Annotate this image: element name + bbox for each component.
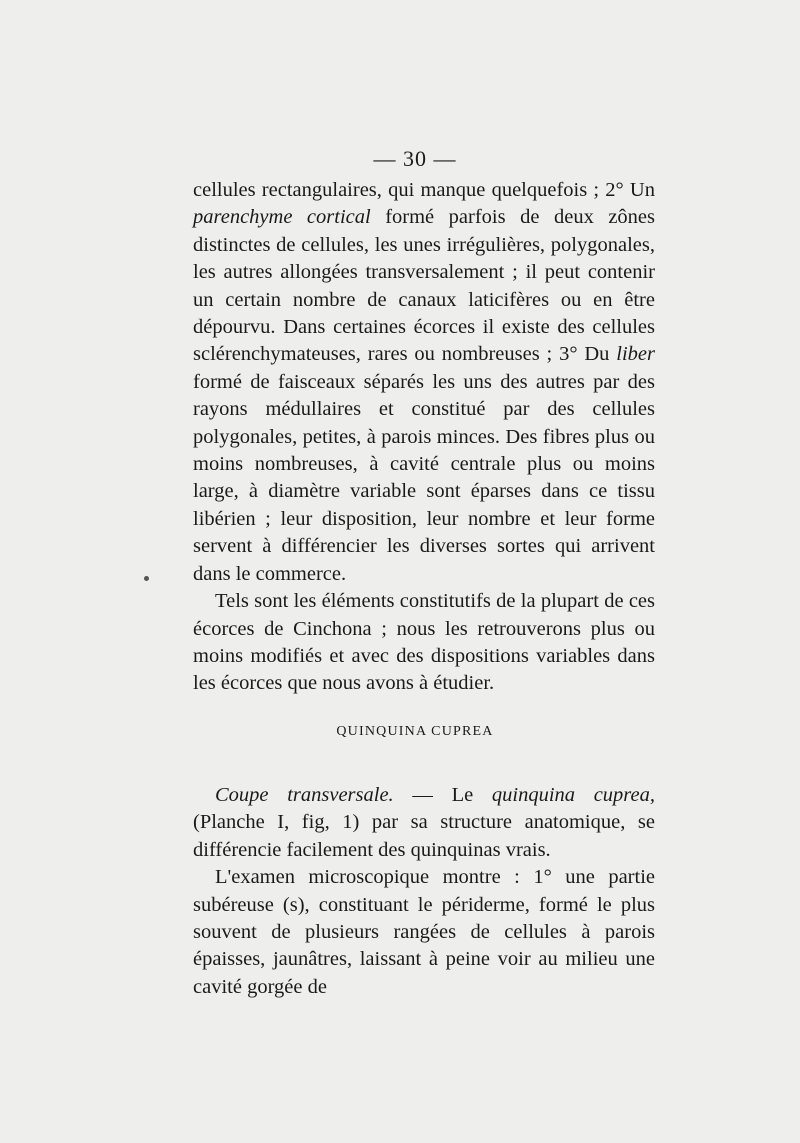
- text-run: — Le: [393, 784, 492, 806]
- italic-term: quinquina cuprea,: [491, 784, 655, 806]
- paragraph-continued: [193, 177, 655, 588]
- page-number: — 30 —: [373, 146, 457, 171]
- paragraph: L'examen microscopique montre : 1° une partie subéreuse (s), constituant le périderme, formé le plus souvent de plusieurs rangées de cellules à parois épaisses, jaunâtres, laissant à peine voir au milieu une cavité gorgée de: [193, 866, 655, 998]
- paragraph: Tels sont les éléments constitutifs de la plupart de ces écorces de Cinchona ; nous les retrouverons plus ou moins modifiés et avec des dispositions variables dans les écorces que nous avons à étudier.: [193, 590, 655, 695]
- text-run: formé parfois de deux zônes distinctes de cellules, les unes irrégulières, polygonales, les autres allongées transversalement ; il peut contenir un certain nombre de canaux laticifères ou en être dépourvu. Dans certaines écorces il existe des cellules sclérenchymateuses, rares ou nombreuses ; 3° Du: [193, 206, 656, 366]
- text-run: cellules rectangulaires, qui manque quelquefois ; 2° Un: [193, 179, 655, 201]
- text-block-top: [193, 177, 655, 698]
- italic-term: Coupe transversale.: [215, 784, 394, 806]
- italic-term: liber: [616, 343, 655, 366]
- text-run: (Planche I, fig, 1) par sa structure anatomique, se différencie facilement des quinquinas vrais.: [193, 811, 655, 861]
- italic-term: parenchyme cortical: [193, 206, 371, 229]
- section-heading: QUINQUINA CUPREA: [336, 724, 494, 739]
- text-run: formé de faisceaux séparés les uns des autres par des rayons médullaires et constitué par des cellules polygonales, petites, à parois minces. Des fibres plus ou moins nombreuses, à cavité centrale plus ou moins large, à diamètre variable sont éparses dans ce tissu libérien ; leur disposition, leur nombre et leur forme servent à différencier les diverses sortes qui arrivent dans le commerce.: [193, 370, 655, 585]
- ink-speck: [144, 576, 149, 581]
- paragraph: [193, 782, 655, 864]
- text-block-bottom: [193, 782, 655, 1001]
